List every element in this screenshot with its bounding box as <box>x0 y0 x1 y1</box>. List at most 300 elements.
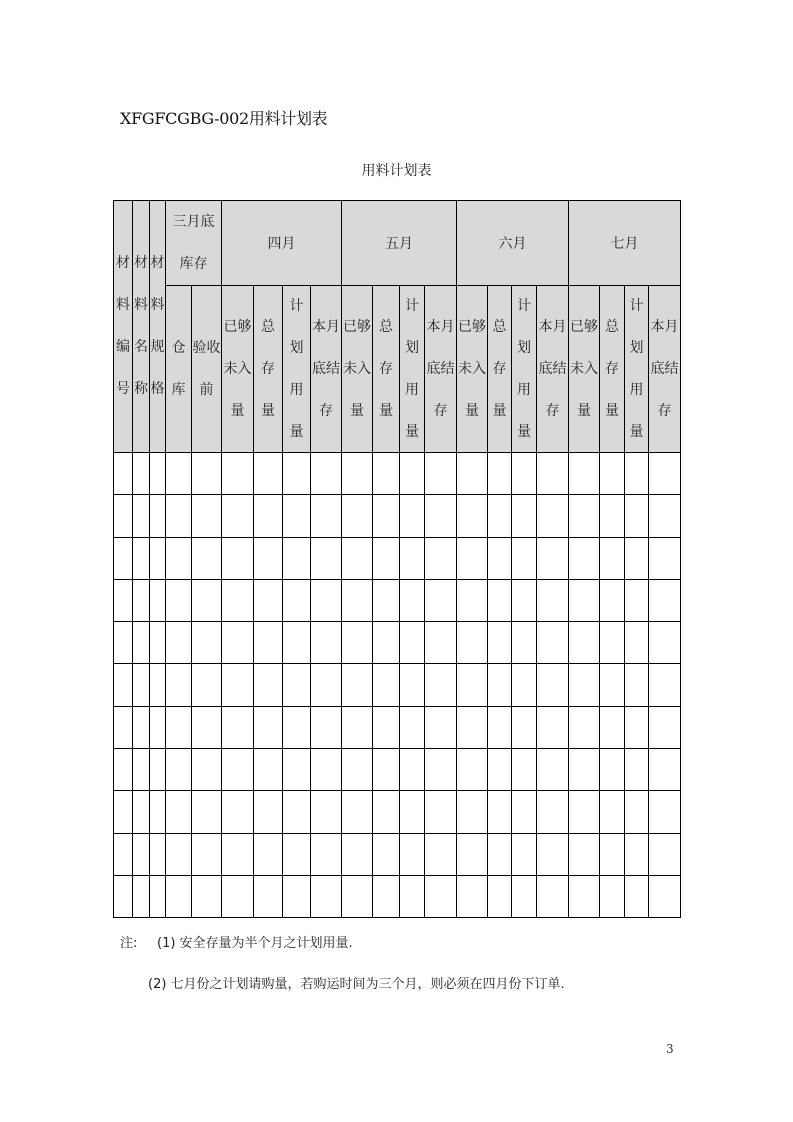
table-cell[interactable] <box>649 833 681 875</box>
table-cell[interactable] <box>512 706 537 748</box>
header-text: 底结 <box>538 360 567 377</box>
table-cell[interactable] <box>488 875 512 917</box>
table-cell[interactable] <box>625 833 649 875</box>
header-text: 料 <box>134 297 148 313</box>
header-text: 本月 <box>426 318 455 335</box>
table-row <box>114 706 681 748</box>
table-cell[interactable] <box>283 579 311 621</box>
table-body <box>114 453 681 918</box>
table-cell[interactable] <box>222 495 254 537</box>
header-text: 量 <box>605 402 619 419</box>
table-cell[interactable] <box>600 453 625 495</box>
table-cell[interactable] <box>150 706 166 748</box>
table-cell[interactable] <box>537 622 569 664</box>
table-cell[interactable] <box>512 537 537 579</box>
header-text: 划 <box>629 339 644 356</box>
table-row <box>114 453 681 495</box>
table-cell[interactable] <box>283 453 311 495</box>
table-cell[interactable] <box>425 453 457 495</box>
table-cell[interactable] <box>537 453 569 495</box>
table-cell[interactable] <box>222 664 254 706</box>
table-cell[interactable] <box>254 833 283 875</box>
table-cell[interactable] <box>166 453 192 495</box>
table-cell[interactable] <box>150 791 166 833</box>
table-cell[interactable] <box>400 495 425 537</box>
header-stack <box>651 317 679 422</box>
table-cell[interactable] <box>311 579 342 621</box>
table-cell[interactable] <box>222 706 254 748</box>
table-row <box>114 791 681 833</box>
table-cell[interactable] <box>342 791 373 833</box>
table-cell[interactable] <box>311 875 342 917</box>
table-cell[interactable] <box>488 453 512 495</box>
table-cell[interactable] <box>537 495 569 537</box>
table-cell[interactable] <box>311 749 342 791</box>
header-may-sub-1 <box>342 286 373 453</box>
table-cell[interactable] <box>114 537 133 579</box>
table-cell[interactable] <box>400 833 425 875</box>
table-cell[interactable] <box>192 875 222 917</box>
table-cell[interactable] <box>512 833 537 875</box>
header-text: 未入 <box>570 360 598 377</box>
table-cell[interactable] <box>166 579 192 621</box>
table-cell[interactable] <box>114 875 133 917</box>
table-cell[interactable] <box>425 706 457 748</box>
table-cell[interactable] <box>192 579 222 621</box>
table-cell[interactable] <box>400 875 425 917</box>
table-cell[interactable] <box>342 453 373 495</box>
table-cell[interactable] <box>457 791 488 833</box>
header-stack <box>493 317 507 422</box>
table-cell[interactable] <box>311 833 342 875</box>
table-cell[interactable] <box>311 791 342 833</box>
header-text: 三月底 <box>172 213 215 230</box>
table-cell[interactable] <box>311 622 342 664</box>
header-text: 存 <box>605 360 619 377</box>
table-cell[interactable] <box>425 495 457 537</box>
header-text: 格 <box>150 381 165 397</box>
table-cell[interactable] <box>114 706 133 748</box>
table-cell[interactable] <box>192 664 222 706</box>
table-cell[interactable] <box>114 495 133 537</box>
table-cell[interactable] <box>222 875 254 917</box>
table-cell[interactable] <box>400 706 425 748</box>
table-cell[interactable] <box>649 664 681 706</box>
table-cell[interactable] <box>311 495 342 537</box>
table-cell[interactable] <box>342 875 373 917</box>
table-cell[interactable] <box>150 749 166 791</box>
header-text: 量 <box>465 402 479 419</box>
table-cell[interactable] <box>373 495 400 537</box>
table-cell[interactable] <box>283 791 311 833</box>
table-cell[interactable] <box>311 537 342 579</box>
table-cell[interactable] <box>600 579 625 621</box>
table-cell[interactable] <box>488 664 512 706</box>
header-text: 量 <box>350 402 364 419</box>
table-cell[interactable] <box>537 791 569 833</box>
table-cell[interactable] <box>342 495 373 537</box>
table-cell[interactable] <box>569 706 600 748</box>
table-cell[interactable] <box>400 537 425 579</box>
table-cell[interactable] <box>150 622 166 664</box>
table-cell[interactable] <box>425 579 457 621</box>
header-text: 仓 <box>171 339 186 356</box>
table-cell[interactable] <box>166 833 192 875</box>
table-cell[interactable] <box>192 495 222 537</box>
header-material-spec <box>150 201 166 453</box>
table-cell[interactable] <box>254 495 283 537</box>
note-prefix: 注: <box>120 936 138 951</box>
header-text: 存 <box>379 360 393 377</box>
table-cell[interactable] <box>150 833 166 875</box>
table-cell[interactable] <box>222 579 254 621</box>
header-text: 总 <box>492 318 507 335</box>
table-cell[interactable] <box>254 664 283 706</box>
table-cell[interactable] <box>192 453 222 495</box>
table-cell[interactable] <box>192 791 222 833</box>
table-cell[interactable] <box>457 706 488 748</box>
table-cell[interactable] <box>569 749 600 791</box>
header-text: 存 <box>433 402 448 419</box>
table-cell[interactable] <box>342 749 373 791</box>
table-cell[interactable] <box>222 833 254 875</box>
header-text: 未入 <box>343 360 371 377</box>
table-cell[interactable] <box>400 664 425 706</box>
table-cell[interactable] <box>488 749 512 791</box>
table-cell[interactable] <box>512 875 537 917</box>
table-cell[interactable] <box>625 495 649 537</box>
table-cell[interactable] <box>133 706 150 748</box>
table-cell[interactable] <box>425 791 457 833</box>
table-cell[interactable] <box>342 579 373 621</box>
table-cell[interactable] <box>649 875 681 917</box>
table-cell[interactable] <box>488 706 512 748</box>
table-cell[interactable] <box>114 622 133 664</box>
header-text: 总 <box>261 318 275 335</box>
table-cell[interactable] <box>222 791 254 833</box>
table-cell[interactable] <box>457 749 488 791</box>
table-cell[interactable] <box>166 537 192 579</box>
table-cell[interactable] <box>625 706 649 748</box>
table-cell[interactable] <box>537 833 569 875</box>
header-text: 已够 <box>458 318 486 335</box>
page-number: 3 <box>666 1042 674 1056</box>
header-stack <box>539 317 567 422</box>
table-cell[interactable] <box>254 453 283 495</box>
table-cell[interactable] <box>512 791 537 833</box>
table-cell[interactable] <box>222 622 254 664</box>
table-row <box>114 664 681 706</box>
header-text: 编 <box>116 339 130 355</box>
header-stack <box>173 212 215 275</box>
header-text: 量 <box>517 423 531 440</box>
table-cell[interactable] <box>222 537 254 579</box>
table-cell[interactable] <box>342 622 373 664</box>
header-material-code <box>114 201 133 453</box>
table-cell[interactable] <box>569 791 600 833</box>
table-cell[interactable] <box>373 749 400 791</box>
table-cell[interactable] <box>425 664 457 706</box>
table-cell[interactable] <box>311 453 342 495</box>
header-text: 量 <box>379 402 393 419</box>
table-cell[interactable] <box>222 453 254 495</box>
header-text: 计 <box>629 297 644 314</box>
header-text: 量 <box>492 402 507 419</box>
table-cell[interactable] <box>133 537 150 579</box>
table-cell[interactable] <box>600 749 625 791</box>
header-stack <box>151 253 165 400</box>
table-cell[interactable] <box>400 791 425 833</box>
header-text: 库存 <box>179 255 208 272</box>
table-cell[interactable] <box>600 622 625 664</box>
table-cell[interactable] <box>625 537 649 579</box>
header-july-sub-4 <box>649 286 681 453</box>
table-cell[interactable] <box>569 495 600 537</box>
table-cell[interactable] <box>254 749 283 791</box>
table-cell[interactable] <box>537 706 569 748</box>
table-cell[interactable] <box>400 453 425 495</box>
table-cell[interactable] <box>512 664 537 706</box>
header-text: 本月 <box>538 318 567 335</box>
table-cell[interactable] <box>373 537 400 579</box>
table-cell[interactable] <box>373 833 400 875</box>
table-cell[interactable] <box>569 833 600 875</box>
table-cell[interactable] <box>283 495 311 537</box>
table-cell[interactable] <box>537 664 569 706</box>
header-text: 库 <box>171 381 186 398</box>
table-cell[interactable] <box>254 537 283 579</box>
table-cell[interactable] <box>425 749 457 791</box>
table-cell[interactable] <box>400 622 425 664</box>
table-cell[interactable] <box>192 622 222 664</box>
table-cell[interactable] <box>600 833 625 875</box>
table-cell[interactable] <box>166 706 192 748</box>
table-cell[interactable] <box>488 537 512 579</box>
table-cell[interactable] <box>283 622 311 664</box>
table-cell[interactable] <box>133 664 150 706</box>
table-cell[interactable] <box>457 664 488 706</box>
table-cell[interactable] <box>649 453 681 495</box>
table-cell[interactable] <box>114 833 133 875</box>
table-cell[interactable] <box>342 664 373 706</box>
table-cell[interactable] <box>114 664 133 706</box>
table-cell[interactable] <box>457 453 488 495</box>
table-cell[interactable] <box>133 622 150 664</box>
table-cell[interactable] <box>373 791 400 833</box>
table-cell[interactable] <box>537 579 569 621</box>
table-cell[interactable] <box>311 664 342 706</box>
table-cell[interactable] <box>625 875 649 917</box>
header-text: 名 <box>134 339 148 355</box>
table-cell[interactable] <box>488 579 512 621</box>
table-cell[interactable] <box>649 749 681 791</box>
table-cell[interactable] <box>373 579 400 621</box>
table-cell[interactable] <box>600 706 625 748</box>
table-cell[interactable] <box>114 453 133 495</box>
table-cell[interactable] <box>569 875 600 917</box>
table-cell[interactable] <box>488 791 512 833</box>
table-cell[interactable] <box>150 495 166 537</box>
table-cell[interactable] <box>166 875 192 917</box>
table-cell[interactable] <box>537 875 569 917</box>
table-cell[interactable] <box>283 833 311 875</box>
header-month-june: 六月 <box>457 201 569 286</box>
table-cell[interactable] <box>133 791 150 833</box>
table-row <box>114 875 681 917</box>
table-cell[interactable] <box>600 875 625 917</box>
table-cell[interactable] <box>373 453 400 495</box>
table-cell[interactable] <box>488 622 512 664</box>
table-cell[interactable] <box>133 749 150 791</box>
table-cell[interactable] <box>649 622 681 664</box>
note-item-1: (1) 安全存量为半个月之计划用量. <box>157 936 353 951</box>
table-cell[interactable] <box>425 622 457 664</box>
table-cell[interactable] <box>254 579 283 621</box>
header-text: 量 <box>405 423 419 440</box>
table-cell[interactable] <box>600 791 625 833</box>
table-cell[interactable] <box>283 664 311 706</box>
table-row <box>114 495 681 537</box>
table-cell[interactable] <box>625 664 649 706</box>
table-cell[interactable] <box>600 664 625 706</box>
table-cell[interactable] <box>457 875 488 917</box>
material-plan-table <box>113 200 681 918</box>
table-cell[interactable] <box>192 706 222 748</box>
header-text: 存 <box>545 402 560 419</box>
header-april-sub-2 <box>254 286 283 453</box>
table-cell[interactable] <box>373 706 400 748</box>
table-cell[interactable] <box>114 579 133 621</box>
table-cell[interactable] <box>512 453 537 495</box>
table-cell[interactable] <box>311 706 342 748</box>
table-cell[interactable] <box>569 453 600 495</box>
table-cell[interactable] <box>649 495 681 537</box>
table-cell[interactable] <box>133 453 150 495</box>
table-cell[interactable] <box>222 749 254 791</box>
table-cell[interactable] <box>512 749 537 791</box>
table-cell[interactable] <box>512 622 537 664</box>
header-text: 量 <box>577 402 591 419</box>
table-cell[interactable] <box>150 453 166 495</box>
header-june-sub-4 <box>537 286 569 453</box>
table-cell[interactable] <box>400 749 425 791</box>
table-cell[interactable] <box>512 495 537 537</box>
table-cell[interactable] <box>625 791 649 833</box>
table-cell[interactable] <box>133 495 150 537</box>
header-text: 总 <box>379 318 393 335</box>
table-cell[interactable] <box>537 537 569 579</box>
table-cell[interactable] <box>537 749 569 791</box>
table-cell[interactable] <box>373 875 400 917</box>
header-text: 量 <box>230 402 245 419</box>
table-cell[interactable] <box>342 537 373 579</box>
table-cell[interactable] <box>457 537 488 579</box>
table-row <box>114 579 681 621</box>
table-cell[interactable] <box>150 664 166 706</box>
table-cell[interactable] <box>625 579 649 621</box>
table-cell[interactable] <box>457 622 488 664</box>
table-cell[interactable] <box>600 537 625 579</box>
table-cell[interactable] <box>425 833 457 875</box>
table-cell[interactable] <box>649 537 681 579</box>
table-cell[interactable] <box>342 833 373 875</box>
table-cell[interactable] <box>569 537 600 579</box>
table-cell[interactable] <box>283 749 311 791</box>
table-cell[interactable] <box>150 537 166 579</box>
table-cell[interactable] <box>166 664 192 706</box>
table-cell[interactable] <box>254 706 283 748</box>
table-cell[interactable] <box>166 791 192 833</box>
table-cell[interactable] <box>114 749 133 791</box>
table-cell[interactable] <box>133 579 150 621</box>
header-june-sub-3 <box>512 286 537 453</box>
table-cell[interactable] <box>457 495 488 537</box>
table-cell[interactable] <box>114 791 133 833</box>
table-cell[interactable] <box>625 453 649 495</box>
table-cell[interactable] <box>133 875 150 917</box>
header-text: 规 <box>150 339 165 355</box>
header-text: 号 <box>116 381 130 397</box>
table-cell[interactable] <box>425 537 457 579</box>
table-cell[interactable] <box>569 579 600 621</box>
table-cell[interactable] <box>400 579 425 621</box>
table-cell[interactable] <box>512 579 537 621</box>
table-cell[interactable] <box>373 622 400 664</box>
header-text: 计 <box>517 297 531 314</box>
table-cell[interactable] <box>569 622 600 664</box>
table-cell[interactable] <box>457 833 488 875</box>
table-cell[interactable] <box>150 875 166 917</box>
table-cell[interactable] <box>457 579 488 621</box>
table-cell[interactable] <box>166 749 192 791</box>
table-cell[interactable] <box>625 622 649 664</box>
table-cell[interactable] <box>166 495 192 537</box>
header-stack <box>224 317 252 422</box>
table-cell[interactable] <box>342 706 373 748</box>
table-cell[interactable] <box>192 833 222 875</box>
table-cell[interactable] <box>425 875 457 917</box>
table-cell[interactable] <box>283 875 311 917</box>
header-text: 用 <box>405 381 419 398</box>
table-cell[interactable] <box>254 875 283 917</box>
table-cell[interactable] <box>166 622 192 664</box>
table-row <box>114 537 681 579</box>
table-cell[interactable] <box>283 537 311 579</box>
table-cell[interactable] <box>625 749 649 791</box>
table-cell[interactable] <box>649 791 681 833</box>
table-cell[interactable] <box>600 495 625 537</box>
table-cell[interactable] <box>133 833 150 875</box>
table-cell[interactable] <box>192 537 222 579</box>
table-cell[interactable] <box>150 579 166 621</box>
header-text: 未入 <box>458 360 486 377</box>
table-cell[interactable] <box>649 706 681 748</box>
table-cell[interactable] <box>649 579 681 621</box>
table-cell[interactable] <box>254 791 283 833</box>
header-text: 用 <box>629 381 644 398</box>
header-text: 划 <box>517 339 531 356</box>
header-text: 用 <box>289 381 304 398</box>
table-cell[interactable] <box>488 833 512 875</box>
note-item-2: (2) 七月份之计划请购量，若购运时间为三个月，则必须在四月份下订单. <box>148 977 565 992</box>
table-cell[interactable] <box>569 664 600 706</box>
table-cell[interactable] <box>283 706 311 748</box>
table-cell[interactable] <box>373 664 400 706</box>
table-row <box>114 749 681 791</box>
table-cell[interactable] <box>488 495 512 537</box>
table-cell[interactable] <box>192 749 222 791</box>
table-cell[interactable] <box>254 622 283 664</box>
